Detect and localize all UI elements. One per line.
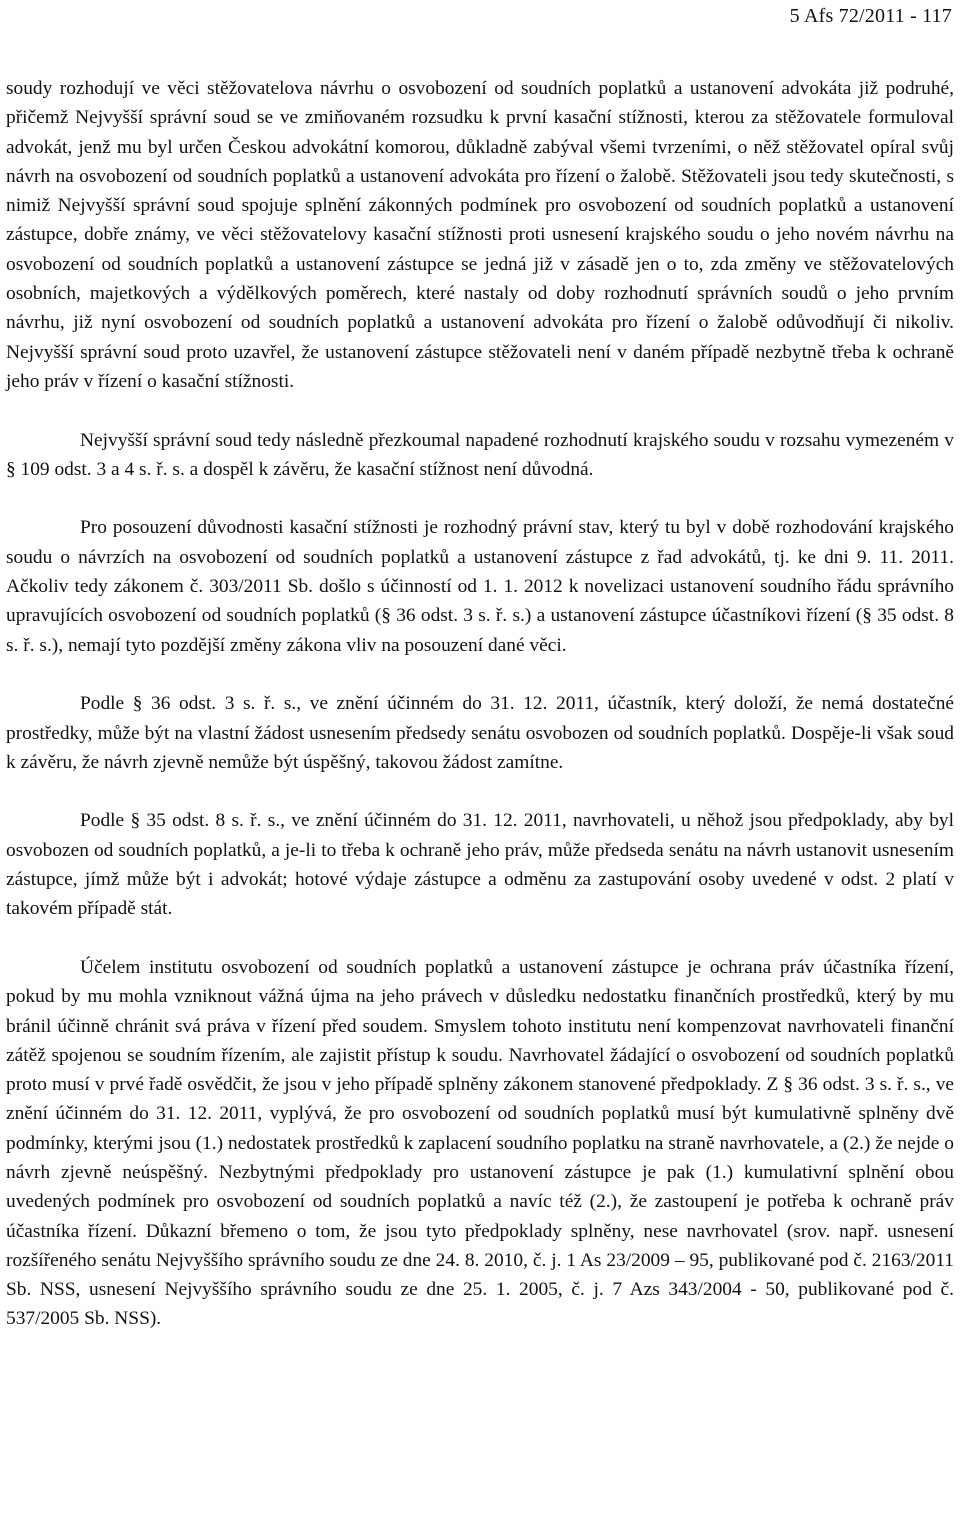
paragraph-continuation: soudy rozhodují ve věci stěžovatelova návrhu o osvobození od soudních poplatků a ustanovení advokáta již podruhé, přičemž Nejvyšší správní soud se ve zmiňovaném rozsudku k první kasační stížnosti, kterou za stěžovatele formuloval advokát, jenž mu byl určen Českou advokátní komorou, důkladně zabýval všemi tvrzeními, o něž stěžovatel opíral svůj návrh na osvobození od soudních poplatků a ustanovení advokáta pro řízení o žalobě. Stěžovateli jsou tedy skutečnosti, s nimiž Nejvyšší správní soud spojuje splnění zákonných podmínek pro osvobození od soudních poplatků a ustanovení zástupce, dobře známy, ve věci stěžovatelovy kasační stížnosti proti usnesení krajského soudu o jeho novém návrhu na osvobození od soudních poplatků a ustanovení zástupce se jedná již v zásadě jen o to, zda změny ve stěžovatelových osobních, majetkových a výdělkových poměrech, které nastaly od doby rozhodnutí správních soudů o jeho prvním návrhu, již nyní osvobození od soudních poplatků a ustanovení advokáta pro řízení o žalobě odůvodňují či nikoliv. Nejvyšší správní soud proto uzavřel, že ustanovení zástupce stěžovateli není v daném případě nezbytně třeba k ochraně jeho práv v řízení o kasační stížnosti.: [6, 78, 954, 392]
paragraph-section-36: Podle § 36 odst. 3 s. ř. s., ve znění účinném do 31. 12. 2011, účastník, který doloží, že nemá dostatečné prostředky, může být na vlastní žádost usnesením předsedy senátu osvobozen od soudních poplatků. Dospěje-li však soud k závěru, že návrh zjevně nemůže být úspěšný, takovou žádost zamítne.: [6, 693, 954, 773]
paragraph-purpose: Účelem institutu osvobození od soudních poplatků a ustanovení zástupce je ochrana práv účastníka řízení, pokud by mu mohla vzniknout vážná újma na jeho právech v důsledku nedostatku finančních prostředků, který by mu bránil účinně chránit svá práva v řízení před soudem. Smyslem tohoto institutu není kompenzovat navrhovateli finanční zátěž spojenou se soudním řízením, ale zajistit přístup k soudu. Navrhovatel žádající o osvobození od soudních poplatků proto musí v prvé řadě osvědčit, že jsou v jeho případě splněny zákonem stanovené předpoklady. Z § 36 odst. 3 s. ř. s., ve znění účinném do 31. 12. 2011, vyplývá, že pro osvobození od soudních poplatků musí být kumulativně splněny dvě podmínky, kterými jsou (1.) nedostatek prostředků k zaplacení soudního poplatku na straně navrhovatele, a (2.) že nejde o návrh zjevně neúspěšný. Nezbytnými předpoklady pro ustanovení zástupce je pak (1.) kumulativní splnění obou uvedených podmínek pro osvobození od soudních poplatků a navíc též (2.), že zastoupení je potřeba k ochraně práv účastníka řízení. Důkazní břemeno o tom, že jsou tyto předpoklady splněny, nese navrhovatel (srov. např. usnesení rozšířeného senátu Nejvyššího správního soudu ze dne 24. 8. 2010, č. j. 1 As 23/2009 – 95, publikované pod č. 2163/2011 Sb. NSS, usnesení Nejvyššího správního soudu ze dne 25. 1. 2005, č. j. 7 Azs 343/2004 - 50, publikované pod č. 537/2005 Sb. NSS).: [6, 956, 954, 1330]
case-number-header: 5 Afs 72/2011 - 117: [789, 5, 952, 27]
document-body: [6, 74, 954, 1363]
paragraph-review-scope: Nejvyšší správní soud tedy následně přezkoumal napadené rozhodnutí krajského soudu v rozsahu vymezeném v § 109 odst. 3 a 4 s. ř. s. a dospěl k závěru, že kasační stížnost není důvodná.: [6, 429, 954, 480]
paragraph-legal-state: Pro posouzení důvodnosti kasační stížnosti je rozhodný právní stav, který tu byl v době rozhodování krajského soudu o návrzích na osvobození od soudních poplatků a ustanovení zástupce z řad advokátů, tj. ke dni 9. 11. 2011. Ačkoliv tedy zákonem č. 303/2011 Sb. došlo s účinností od 1. 1. 2012 k novelizaci ustanovení soudního řádu správního upravujících osvobození od soudních poplatků (§ 36 odst. 3 s. ř. s.) a ustanovení zástupce účastníkovi řízení (§ 35 odst. 8 s. ř. s.), nemají tyto pozdější změny zákona vliv na posouzení dané věci.: [6, 517, 954, 656]
paragraph-section-35: Podle § 35 odst. 8 s. ř. s., ve znění účinném do 31. 12. 2011, navrhovateli, u něhož jsou předpoklady, aby byl osvobozen od soudních poplatků, a je-li to třeba k ochraně jeho práv, může předseda senátu na návrh ustanovit usnesením zástupce, jímž může být i advokát; hotové výdaje zástupce a odměnu za zastupování osoby uvedené v odst. 2 platí v takovém případě stát.: [6, 810, 954, 920]
